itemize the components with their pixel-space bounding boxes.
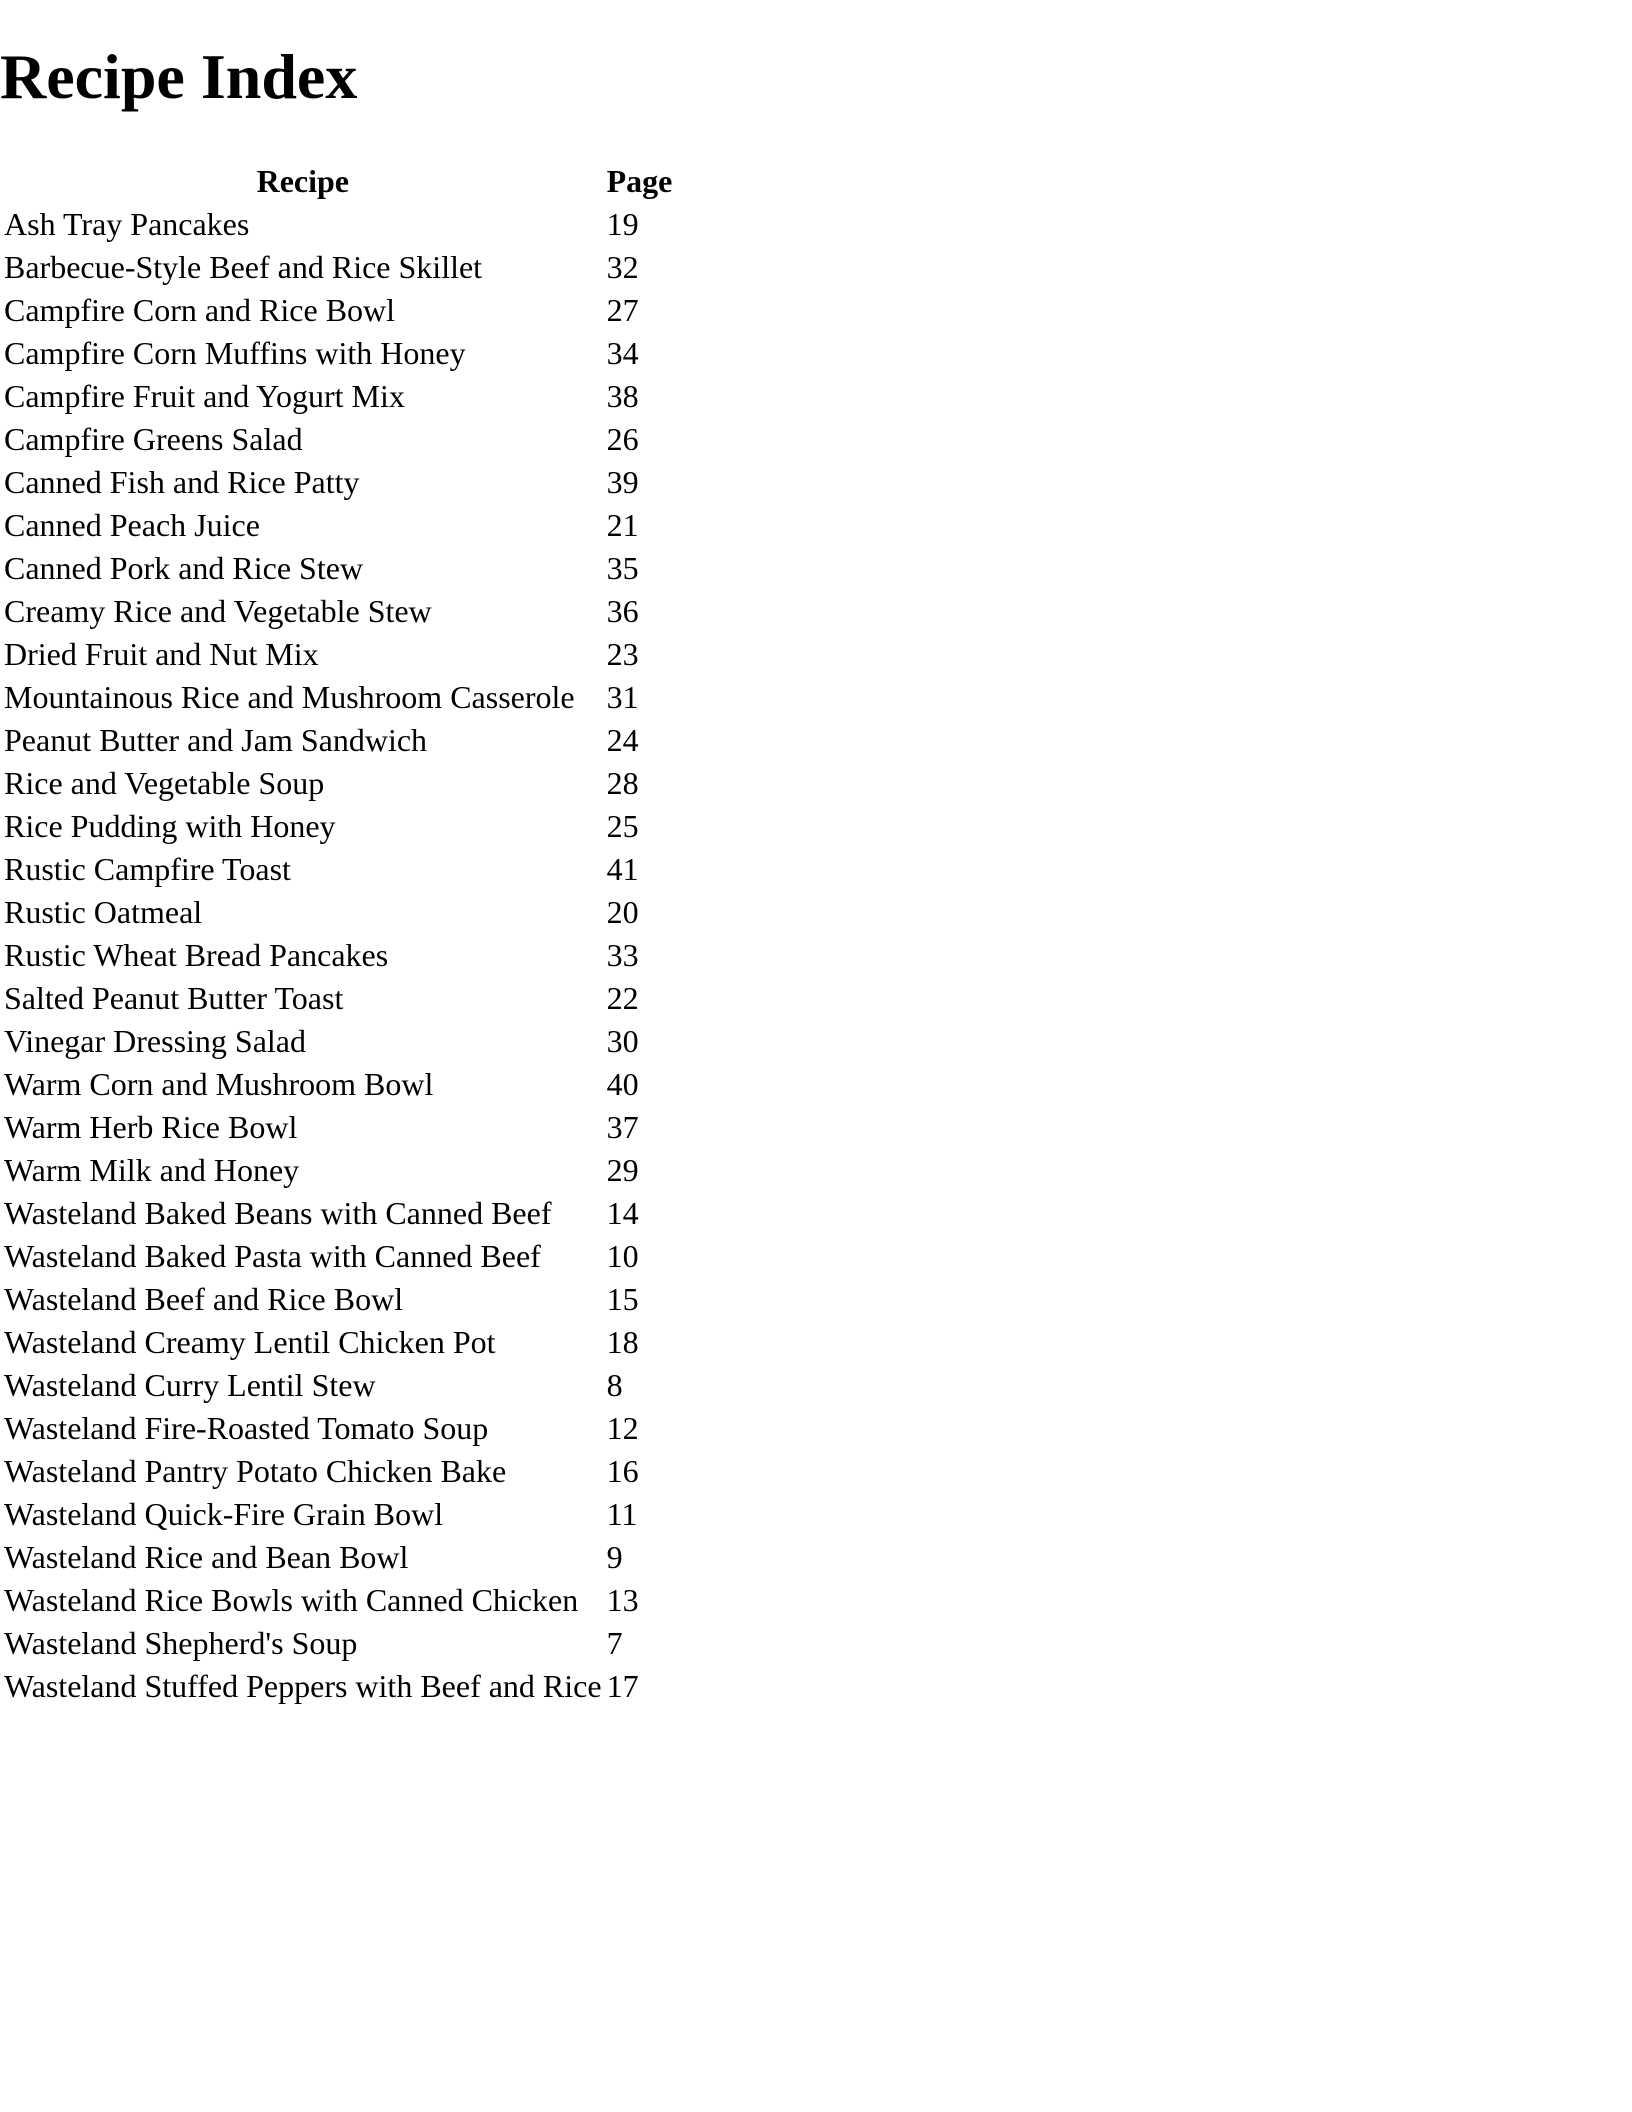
table-row [3,1494,673,1534]
page-number-cell: 10 [606,1238,639,1274]
page-number-cell: 23 [606,636,639,672]
recipe-name-cell: Rice Pudding with Honey [4,808,336,844]
recipe-name-cell: Campfire Corn and Rice Bowl [4,292,396,328]
page-number-cell: 35 [606,550,639,586]
table-row [3,677,673,717]
recipe-name-cell: Warm Herb Rice Bowl [4,1109,298,1145]
recipe-name-cell: Wasteland Curry Lentil Stew [4,1367,376,1403]
page-number-cell: 39 [606,464,639,500]
table-row [3,1451,673,1491]
recipe-rows [3,204,673,1706]
page-number-cell: 25 [606,808,639,844]
table-row [3,1666,673,1706]
page-number-cell: 32 [606,249,639,285]
table-row [3,591,673,631]
table-row [3,720,673,760]
recipe-column-header: Recipe [256,163,349,199]
table-row [3,1365,673,1405]
recipe-name-cell: Campfire Corn Muffins with Honey [4,335,466,371]
page-number-cell: 7 [606,1625,623,1661]
recipe-name-cell: Wasteland Rice and Bean Bowl [4,1539,409,1575]
page-number-cell: 17 [606,1668,639,1704]
recipe-name-cell: Creamy Rice and Vegetable Stew [4,593,432,629]
page-number-cell: 9 [606,1539,623,1575]
table-row [3,333,673,373]
page-number-cell: 36 [606,593,639,629]
page-number-cell: 15 [606,1281,639,1317]
recipe-name-cell: Ash Tray Pancakes [4,206,250,242]
page-number-cell: 13 [606,1582,639,1618]
page-number-cell: 41 [606,851,639,887]
page-number-cell: 30 [606,1023,639,1059]
page-number-cell: 12 [606,1410,639,1446]
recipe-name-cell: Warm Milk and Honey [4,1152,300,1188]
table-row [3,935,673,975]
recipe-name-cell: Rustic Wheat Bread Pancakes [4,937,389,973]
recipe-name-cell: Peanut Butter and Jam Sandwich [4,722,428,758]
recipe-name-cell: Canned Pork and Rice Stew [4,550,364,586]
page-number-cell: 34 [606,335,639,371]
table-row [3,462,673,502]
page-number-cell: 37 [606,1109,639,1145]
page-number-cell: 14 [606,1195,639,1231]
page-number-cell: 11 [606,1496,638,1532]
recipe-name-cell: Dried Fruit and Nut Mix [4,636,319,672]
recipe-name-cell: Wasteland Pantry Potato Chicken Bake [4,1453,507,1489]
page-number-cell: 8 [606,1367,623,1403]
recipe-name-cell: Rustic Oatmeal [4,894,203,930]
table-row [3,892,673,932]
table-row [3,1279,673,1319]
table-row [3,1537,673,1577]
recipe-name-cell: Wasteland Baked Beans with Canned Beef [4,1195,552,1231]
recipe-name-cell: Wasteland Quick-Fire Grain Bowl [4,1496,444,1532]
recipe-name-cell: Rice and Vegetable Soup [4,765,325,801]
recipe-name-cell: Campfire Greens Salad [4,421,303,457]
recipe-name-cell: Barbecue-Style Beef and Rice Skillet [4,249,483,285]
page-number-cell: 22 [606,980,639,1016]
recipe-name-cell: Canned Peach Juice [4,507,260,543]
recipe-name-cell: Wasteland Rice Bowls with Canned Chicken [4,1582,579,1618]
table-row [3,1193,673,1233]
recipe-name-cell: Wasteland Beef and Rice Bowl [4,1281,404,1317]
table-row [3,806,673,846]
page-number-cell: 40 [606,1066,639,1102]
table-row [3,978,673,1018]
table-row [3,1408,673,1448]
recipe-name-cell: Wasteland Shepherd's Soup [4,1625,358,1661]
table-row [3,634,673,674]
table-row [3,1064,673,1104]
recipe-name-cell: Warm Corn and Mushroom Bowl [4,1066,434,1102]
recipe-name-cell: Wasteland Baked Pasta with Canned Beef [4,1238,541,1274]
table-row [3,849,673,889]
page-number-cell: 28 [606,765,639,801]
page-number-cell: 19 [606,206,639,242]
table-row [3,1580,673,1620]
page-column-header: Page [606,163,673,199]
page-number-cell: 16 [606,1453,639,1489]
recipe-name-cell: Campfire Fruit and Yogurt Mix [4,378,405,414]
table-row [3,290,673,330]
page-number-cell: 31 [606,679,639,715]
table-header-row [3,161,673,201]
recipe-name-cell: Wasteland Creamy Lentil Chicken Pot [4,1324,496,1360]
recipe-name-cell: Canned Fish and Rice Patty [4,464,360,500]
page-number-cell: 18 [606,1324,639,1360]
page-number-cell: 24 [606,722,639,758]
recipe-name-cell: Wasteland Fire-Roasted Tomato Soup [4,1410,489,1446]
table-row [3,419,673,459]
table-row [3,1107,673,1147]
table-row [3,247,673,287]
page-number-cell: 33 [606,937,639,973]
table-row [3,505,673,545]
page-title: Recipe Index [0,41,358,112]
page-number-cell: 27 [606,292,639,328]
page-number-cell: 26 [606,421,639,457]
recipe-name-cell: Vinegar Dressing Salad [4,1023,306,1059]
table-row [3,204,673,244]
table-row [3,1021,673,1061]
table-row [3,1236,673,1276]
recipe-name-cell: Salted Peanut Butter Toast [4,980,344,1016]
recipe-index-table [0,158,676,1709]
table-row [3,548,673,588]
table-row [3,376,673,416]
table-row [3,1150,673,1190]
page-number-cell: 21 [606,507,639,543]
page-number-cell: 20 [606,894,639,930]
page-number-cell: 29 [606,1152,639,1188]
table-row [3,763,673,803]
table-row [3,1322,673,1362]
recipe-name-cell: Wasteland Stuffed Peppers with Beef and Rice [4,1668,602,1704]
recipe-name-cell: Mountainous Rice and Mushroom Casserole [4,679,575,715]
page-number-cell: 38 [606,378,639,414]
table-row [3,1623,673,1663]
recipe-name-cell: Rustic Campfire Toast [4,851,291,887]
